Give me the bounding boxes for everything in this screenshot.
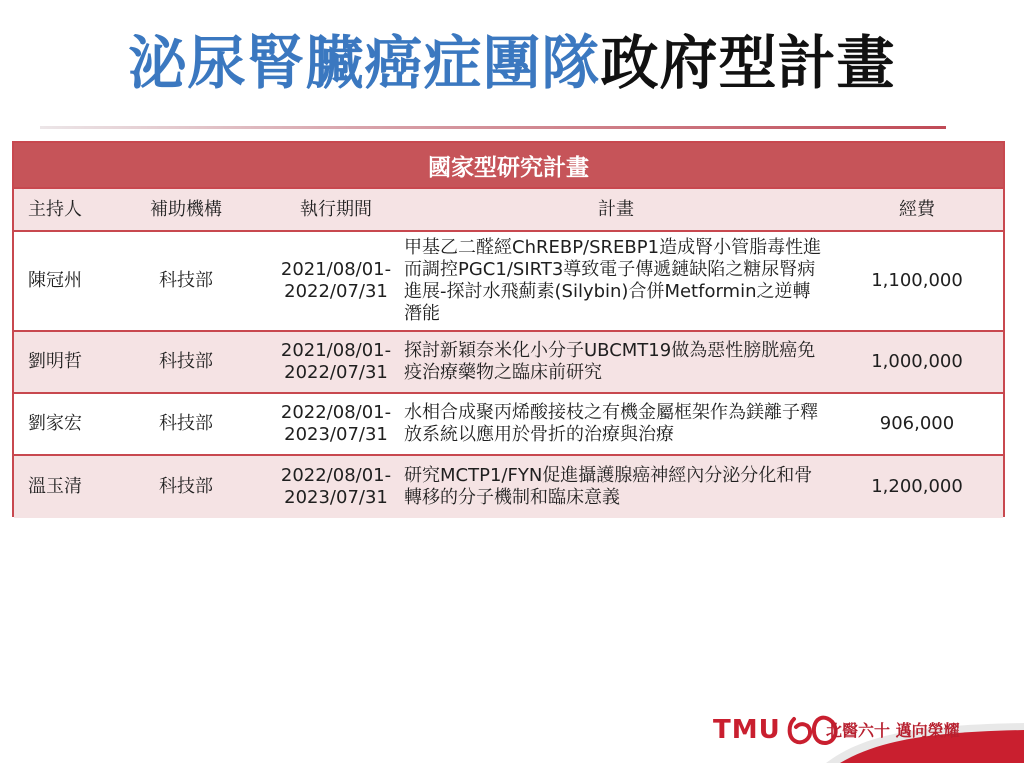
row-period: 2022/08/01- 2023/07/31 — [280, 402, 392, 445]
table-title: 國家型研究計畫 — [14, 143, 1003, 189]
table-row — [14, 456, 1003, 518]
row-funding: 1,200,000 — [871, 476, 963, 497]
row-project: 探討新穎奈米化小分子UBCMT19做為惡性膀胱癌免疫治療藥物之臨床前研究 — [404, 340, 816, 383]
slide-title — [0, 24, 1024, 102]
row-agency: 科技部 — [159, 351, 213, 372]
row-funding: 1,000,000 — [871, 351, 963, 372]
row-period: 2021/08/01- 2022/07/31 — [280, 259, 392, 302]
header-period: 執行期間 — [300, 198, 372, 220]
header-project: 計畫 — [598, 198, 634, 220]
table-row — [14, 232, 1003, 332]
row-funding: 906,000 — [879, 413, 955, 434]
row-period: 2022/08/01- 2023/07/31 — [280, 465, 392, 508]
footer-slogan: 北醫六十 邁向榮耀 — [826, 721, 960, 740]
row-pi: 劉明哲 — [28, 351, 82, 372]
row-project: 甲基乙二醛經ChREBP/SREBP1造成腎小管脂毒性進而調控PGC1/SIRT3導致電子傳遞鏈缺陷之糖尿腎病進展-探討水飛薊素(Silybin)合併Metformin之逆轉潛能 — [404, 237, 822, 324]
table-row — [14, 332, 1003, 394]
header-funding: 經費 — [899, 198, 935, 220]
row-project: 研究MCTP1/FYN促進攝護腺癌神經內分泌分化和骨轉移的分子機制和臨床意義 — [404, 465, 813, 508]
row-pi: 劉家宏 — [28, 413, 82, 434]
row-agency: 科技部 — [159, 476, 213, 497]
slide-title-part1: 泌尿腎臟癌症團隊 — [128, 29, 601, 97]
row-pi: 陳冠州 — [28, 270, 82, 291]
tmu-logo-text: TMU — [713, 715, 781, 745]
row-project: 水相合成聚丙烯酸接枝之有機金屬框架作為鎂離子釋放系統以應用於骨折的治療與治療 — [404, 402, 818, 445]
row-pi: 溫玉清 — [28, 476, 82, 497]
table-header-row — [14, 189, 1003, 232]
header-agency: 補助機構 — [150, 198, 222, 220]
table-row — [14, 394, 1003, 456]
slide-title-part2: 政府型計畫 — [600, 29, 896, 97]
research-table — [12, 141, 1005, 517]
row-period: 2021/08/01- 2022/07/31 — [280, 340, 392, 383]
row-agency: 科技部 — [159, 413, 213, 434]
header-pi: 主持人 — [28, 198, 82, 220]
row-funding: 1,100,000 — [871, 270, 963, 291]
title-divider — [40, 126, 946, 129]
row-agency: 科技部 — [159, 270, 213, 291]
